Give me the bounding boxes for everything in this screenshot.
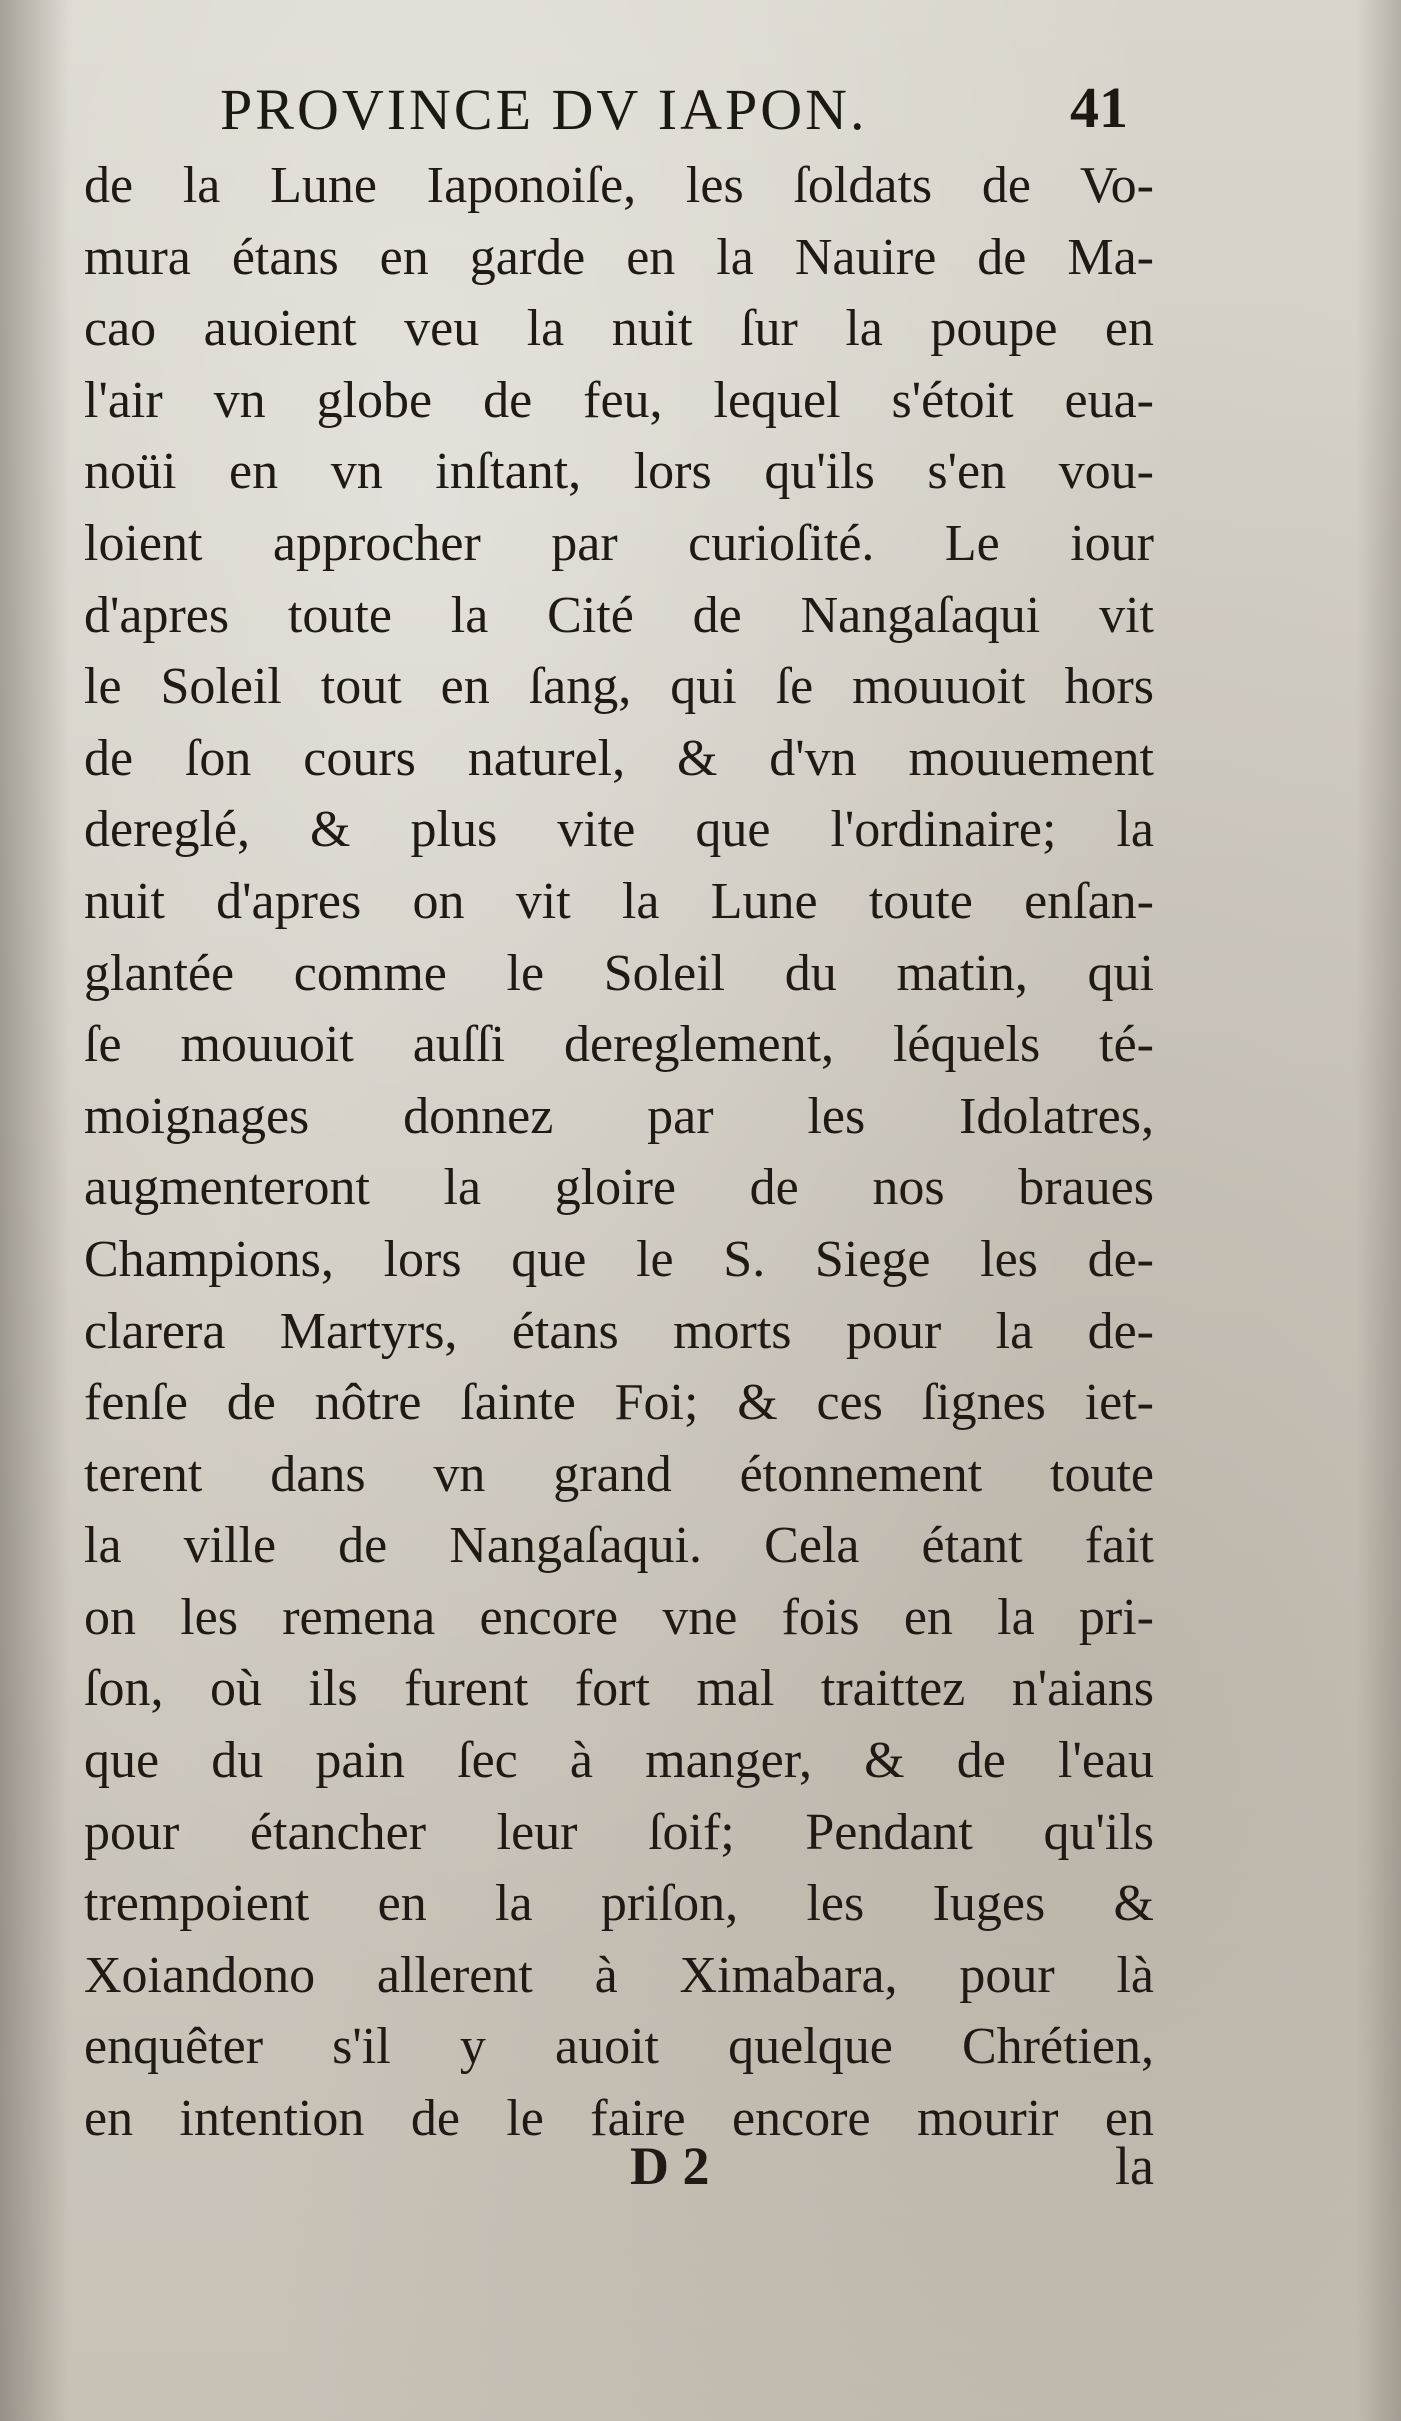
text-line: loient approcher par curioſité. Le iour bbox=[84, 514, 1154, 572]
text-line: en intention de le faire encore mourir en bbox=[84, 2090, 1154, 2148]
text-line: terent dans vn grand étonnement toute bbox=[84, 1445, 1154, 1503]
text-line: on les remena encore vne fois en la pri- bbox=[84, 1588, 1154, 1646]
text-line: de la Lune Iaponoiſe, les ſoldats de Vo- bbox=[84, 157, 1154, 214]
text-line: cao auoient veu la nuit ſur la poupe en bbox=[84, 300, 1154, 358]
text-line: la ville de Nangaſaqui. Cela étant fait bbox=[84, 1517, 1154, 1575]
text-line: le Soleil tout en ſang, qui ſe mouuoit hors bbox=[84, 658, 1154, 716]
page-header bbox=[220, 68, 1220, 148]
text-line: enquêter s'il y auoit quelque Chrétien, bbox=[84, 2018, 1154, 2076]
catchword: la bbox=[1115, 2136, 1154, 2196]
gutter-shadow bbox=[0, 0, 70, 2421]
text-line: de ſon cours naturel, & d'vn mouuement bbox=[84, 729, 1154, 787]
edge-shadow bbox=[1356, 0, 1401, 2421]
text-line: ſe mouuoit auſſi dereglement, léquels té- bbox=[84, 1016, 1154, 1074]
text-line: trempoient en la priſon, les Iuges & bbox=[84, 1875, 1154, 1933]
running-title: PROVINCE DV IAPON. bbox=[220, 77, 868, 142]
text-line: glantée comme le Soleil du matin, qui bbox=[84, 944, 1154, 1002]
text-line: noüi en vn inſtant, lors qu'ils s'en vou- bbox=[84, 443, 1154, 501]
signature-mark: D 2 bbox=[630, 2136, 710, 2196]
text-line: Xoiandono allerent à Ximabara, pour là bbox=[84, 1946, 1154, 2004]
text-line: moignages donnez par les Idolatres, bbox=[84, 1087, 1154, 1145]
body-text bbox=[84, 150, 1154, 2155]
text-line: augmenteront la gloire de nos braues bbox=[84, 1159, 1154, 1217]
text-line: dereglé, & plus vite que l'ordinaire; la bbox=[84, 801, 1154, 859]
text-line: que du pain ſec à manger, & de l'eau bbox=[84, 1732, 1154, 1790]
text-line: Champions, lors que le S. Siege les de- bbox=[84, 1230, 1154, 1288]
text-line: l'air vn globe de feu, lequel s'étoit eua- bbox=[84, 371, 1154, 429]
text-line: ſon, où ils furent fort mal traittez n'aians bbox=[84, 1660, 1154, 1718]
text-line: d'apres toute la Cité de Nangaſaqui vit bbox=[84, 586, 1154, 644]
page-number: 41 bbox=[1070, 75, 1128, 140]
text-line: fenſe de nôtre ſainte Foi; & ces ſignes iet- bbox=[84, 1374, 1154, 1432]
page-footer bbox=[84, 2135, 1154, 2215]
text-line: pour étancher leur ſoif; Pendant qu'ils bbox=[84, 1803, 1154, 1861]
text-line: mura étans en garde en la Nauire de Ma- bbox=[84, 228, 1154, 286]
text-line: nuit d'apres on vit la Lune toute enſan- bbox=[84, 872, 1154, 930]
text-line: clarera Martyrs, étans morts pour la de- bbox=[84, 1302, 1154, 1360]
